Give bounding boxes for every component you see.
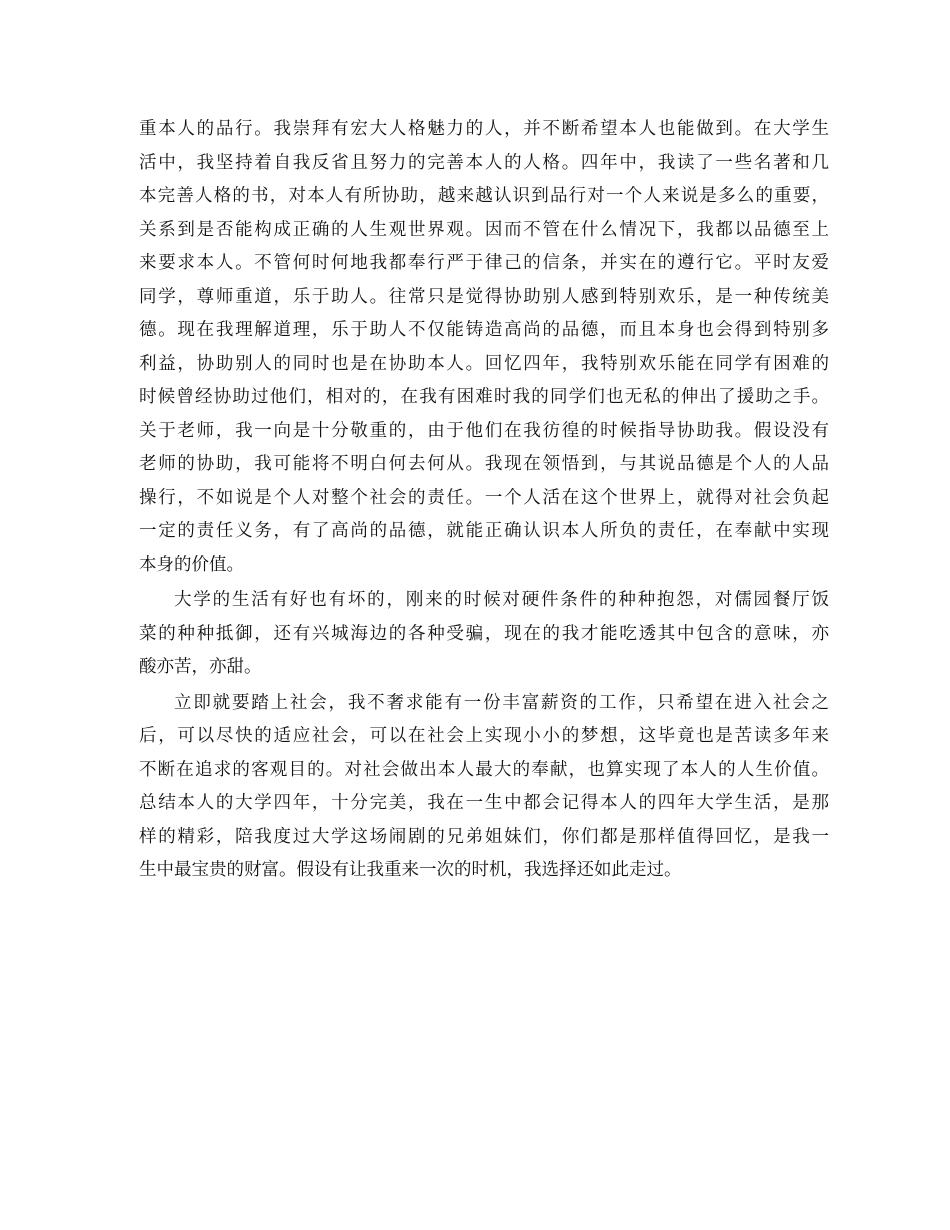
text-line: 本身的价值。 <box>139 554 244 575</box>
text-line: 酸亦苦，亦甜。 <box>139 657 262 677</box>
text-line: 后，可以尽快的适应社会，可以在社会上实现小小的梦想，这毕竟也是苦读多年来 <box>139 726 829 746</box>
text-line: 老师的协助，我可能将不明白何去何从。我现在领悟到，与其说品德是个人的人品 <box>139 454 829 474</box>
paragraph-1 <box>139 113 829 582</box>
text-line: 大学的生活有好也有坏的，刚来的时候对硬件条件的种种抱怨，对儒园餐厅饭 <box>174 590 829 610</box>
text-line: 利益，协助别人的同时也是在协助本人。回忆四年，我特别欢乐能在同学有困难的 <box>139 353 829 374</box>
text-line: 同学，尊师重道，乐于助人。往常只是觉得协助别人感到特别欢乐，是一种传统美 <box>139 286 829 307</box>
paragraph-3 <box>139 687 829 888</box>
text-line: 关系到是否能构成正确的人生观世界观。因而不管在什么情况下，我都以品德至上 <box>139 219 829 240</box>
text-line: 不断在追求的客观目的。对社会做出本人最大的奉献，也算实现了本人的人生价值。 <box>139 759 829 780</box>
text-line: 一定的责任义务，有了高尚的品德，就能正确认识本人所负的责任，在奉献中实现 <box>139 521 829 541</box>
text-line: 重本人的品行。我崇拜有宏大人格魅力的人，并不断希望本人也能做到。在大学生 <box>139 119 829 139</box>
paragraph-2 <box>139 584 829 685</box>
text-line: 时候曾经协助过他们，相对的，在我有困难时我的同学们也无私的伸出了援助之手。 <box>139 387 829 407</box>
text-line: 本完善人格的书，对本人有所协助，越来越认识到品行对一个人来说是多么的重要， <box>139 186 829 206</box>
text-line: 活中，我坚持着自我反省且努力的完善本人的人格。四年中，我读了一些名著和几 <box>139 152 829 173</box>
text-line: 立即就要踏上社会，我不奢求能有一份丰富薪资的工作，只希望在进入社会之 <box>174 692 829 713</box>
text-line: 操行，不如说是个人对整个社会的责任。一个人活在这个世界上，就得对社会负起 <box>139 487 829 508</box>
text-line: 菜的种种抵御，还有兴城海边的各种受骗，现在的我才能吃透其中包含的意味，亦 <box>139 623 829 644</box>
text-line: 样的精彩，陪我度过大学这场闹剧的兄弟姐妹们，你们都是那样值得回忆，是我一 <box>139 826 829 847</box>
text-line: 德。现在我理解道理，乐于助人不仅能铸造高尚的品德，而且本身也会得到特别多 <box>139 320 829 340</box>
text-line: 来要求本人。不管何时何地我都奉行严于律己的信条，并实在的遵行它。平时友爱 <box>139 253 829 273</box>
text-line: 生中最宝贵的财富。假设有让我重来一次的时机，我选择还如此走过。 <box>139 860 682 880</box>
document-page <box>139 113 829 888</box>
text-line: 关于老师，我一向是十分敬重的，由于他们在我彷徨的时候指导协助我。假设没有 <box>139 420 829 441</box>
text-line: 总结本人的大学四年，十分完美，我在一生中都会记得本人的四年大学生活，是那 <box>139 793 829 813</box>
